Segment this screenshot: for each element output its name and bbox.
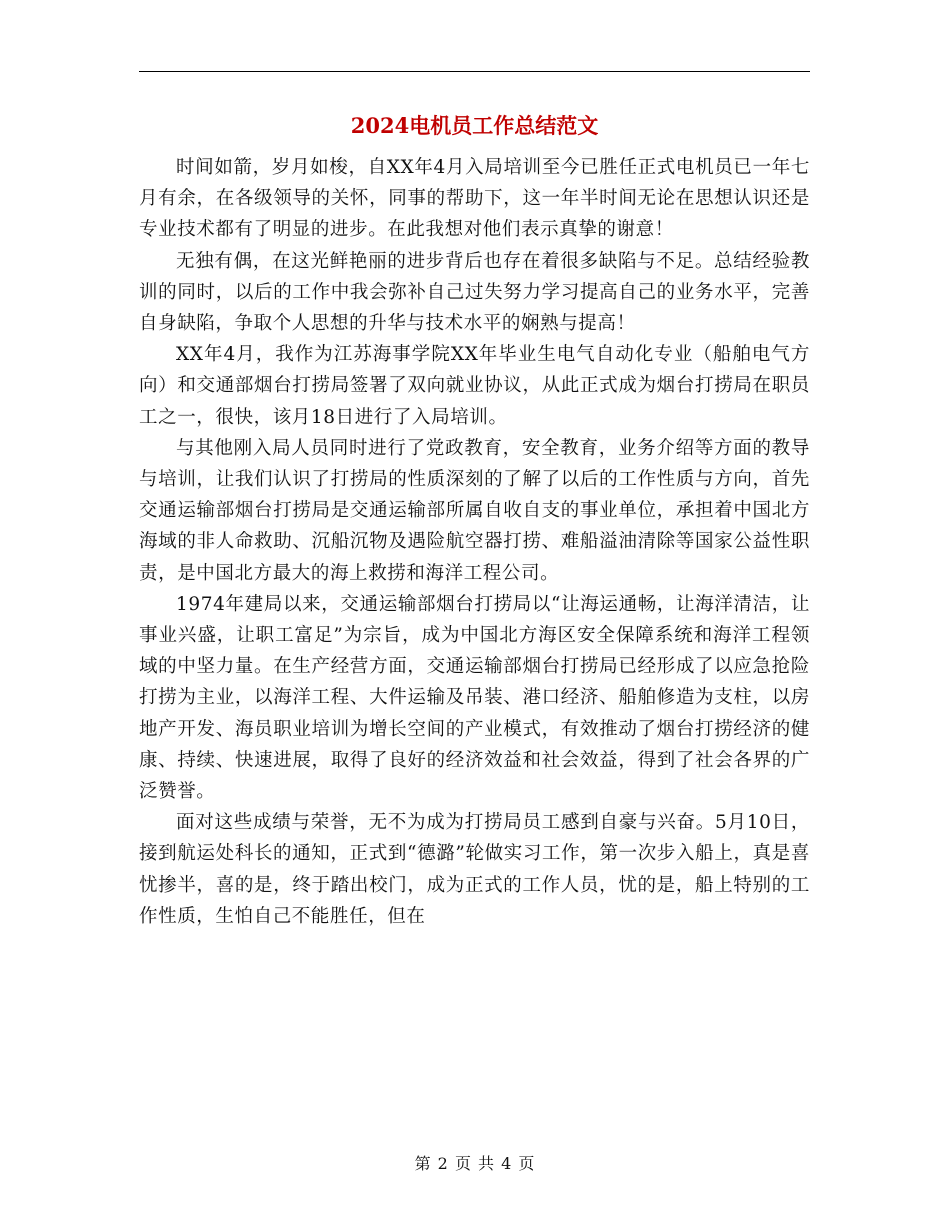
- paragraph-3: XX年4月，我作为江苏海事学院XX年毕业生电气自动化专业（船舶电气方向）和交通部烟台打捞局签署了双向就业协议，从此正式成为烟台打捞局在职员工之一，很快，该月18日进行了入局培训。: [139, 344, 810, 428]
- paragraph-5: 1974年建局以来，交通运输部烟台打捞局以“让海运通畅，让海洋清洁，让事业兴盛，让职工富足”为宗旨，成为中国北方海区安全保障系统和海洋工程领域的中坚力量。在生产经营方面，交通运输部烟台打捞局已经形成了以应急抢险打捞为主业，以海洋工程、大件运输及吊装、港口经济、船舶修造为支柱，以房地产开发、海员职业培训为增长空间的产业模式，有效推动了烟台打捞经济的健康、持续、快速进展，取得了良好的经济效益和社会效益，得到了社会各界的广泛赞誉。: [139, 593, 810, 803]
- paragraph-6: 面对这些成绩与荣誉，无不为成为打捞局员工感到自豪与兴奋。5月10日，接到航运处科长的通知，正式到“德潞”轮做实习工作，第一次步入船上，真是喜忧掺半，喜的是，终于踏出校门，成为正式的工作人员，忧的是，船上特别的工作性质，生怕自己不能胜任，但在: [139, 812, 810, 927]
- document-title: 2024电机员工作总结范文: [350, 113, 599, 138]
- paragraph-4: 与其他刚入局人员同时进行了党政教育，安全教育，业务介绍等方面的教导与培训，让我们认识了打捞局的性质深刻的了解了以后的工作性质与方向，首先交通运输部烟台打捞局是交通运输部所属自收自支的事业单位，承担着中国北方海域的非人命救助、沉船沉物及遇险航空器打捞、难船溢油清除等国家公益性职责，是中国北方最大的海上救捞和海洋工程公司。: [139, 437, 810, 584]
- paragraph-1: 时间如箭，岁月如梭，自XX年4月入局培训至今已胜任正式电机员已一年七月有余，在各级领导的关怀，同事的帮助下，这一年半时间无论在思想认识还是专业技术都有了明显的进步。在此我想对他们表示真挚的谢意！: [139, 157, 810, 241]
- paragraph-2: 无独有偶，在这光鲜艳丽的进步背后也存在着很多缺陷与不足。总结经验教训的同时，以后的工作中我会弥补自己过失努力学习提高自己的业务水平，完善自身缺陷，争取个人思想的升华与技术水平的娴熟与提高！: [139, 250, 810, 335]
- header-rule: [139, 71, 810, 72]
- page-number-footer: 第 2 页 共 4 页: [414, 1154, 536, 1173]
- document-body: [139, 152, 810, 932]
